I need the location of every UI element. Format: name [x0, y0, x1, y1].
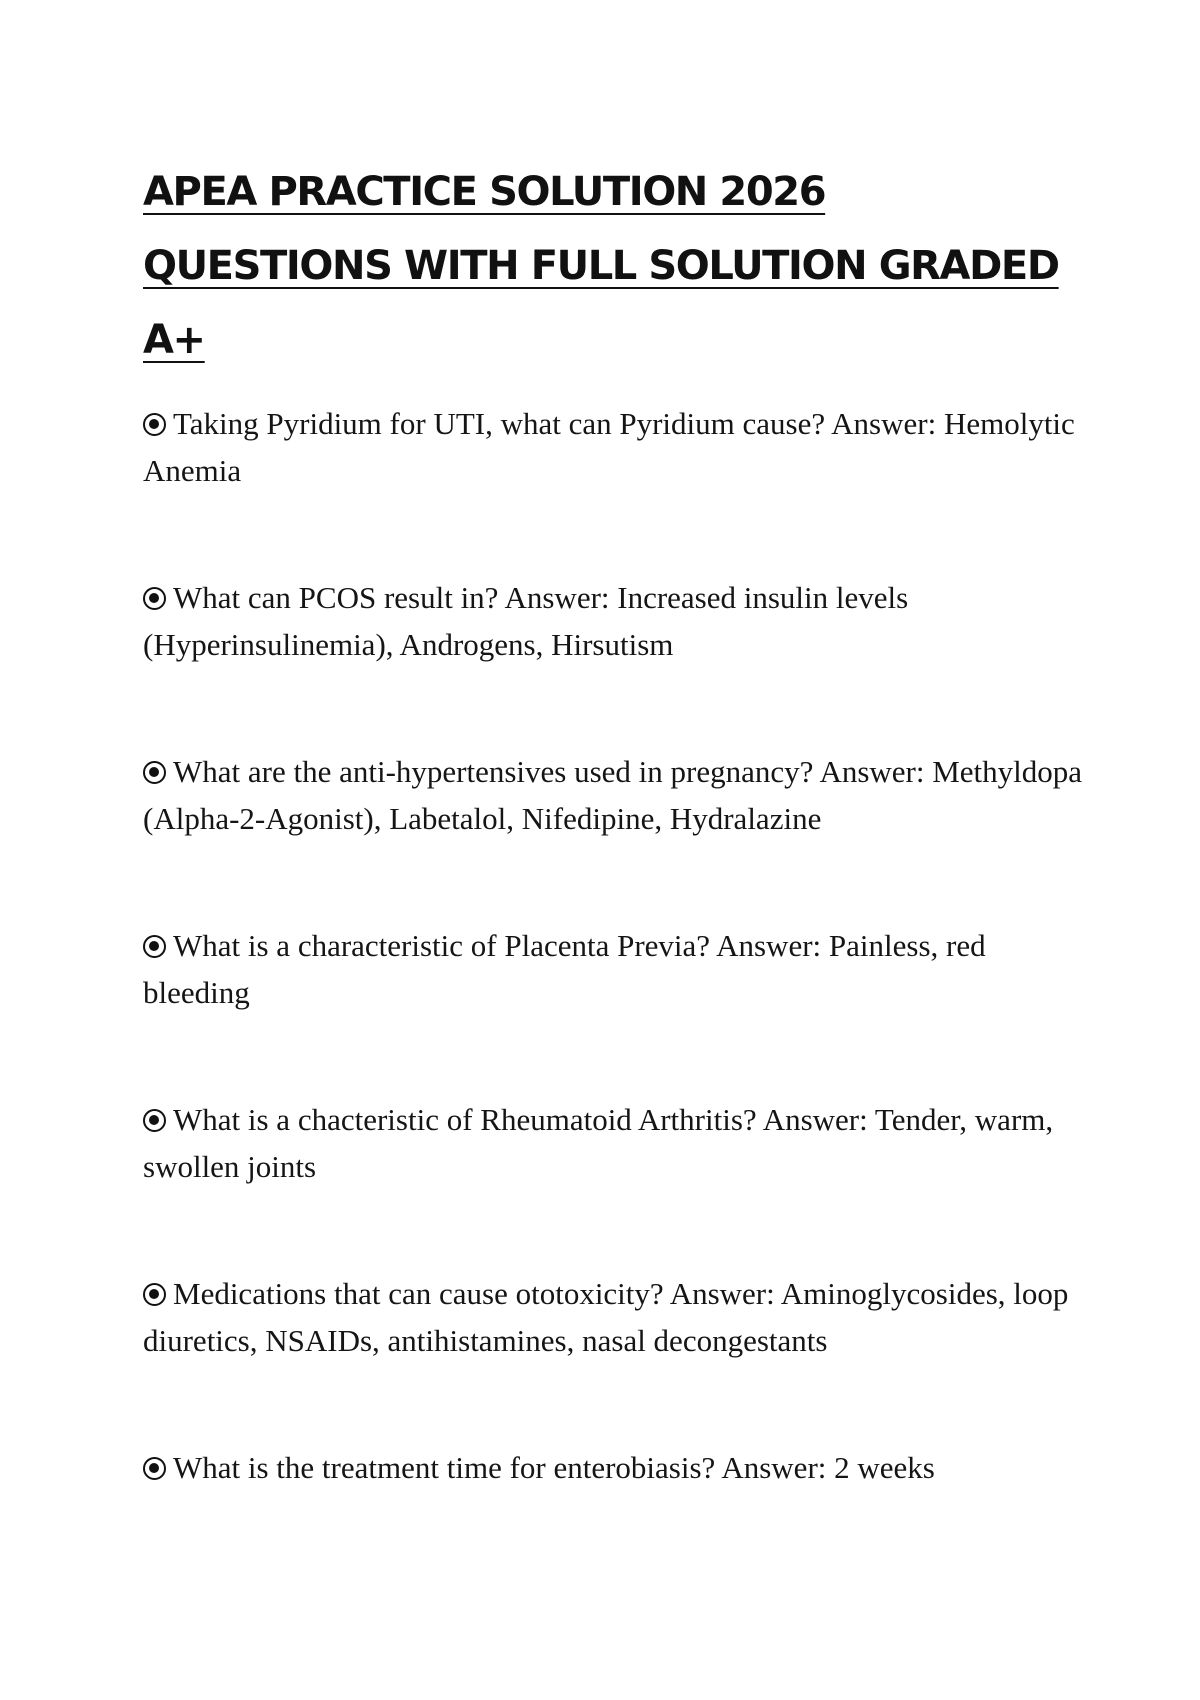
document-title: APEA PRACTICE SOLUTION 2026 QUESTIONS WITH FULL SOLUTION GRADED A+ [143, 169, 1059, 363]
bullet-icon [143, 935, 166, 958]
bullet-icon [143, 1283, 166, 1306]
qa-item [143, 922, 1093, 1016]
qa-text: What is a chacteristic of Rheumatoid Arthritis? Answer: Tender, warm, swollen joints [143, 1102, 1054, 1184]
qa-item [143, 1444, 1093, 1491]
qa-text: What is the treatment time for enterobiasis? Answer: 2 weeks [173, 1450, 935, 1485]
qa-text: What can PCOS result in? Answer: Increased insulin levels (Hyperinsulinemia), Androgens, Hirsutism [143, 580, 909, 662]
bullet-icon [143, 1457, 166, 1480]
qa-item [143, 748, 1093, 842]
bullet-icon [143, 587, 166, 610]
qa-item [143, 1096, 1093, 1190]
qa-list [143, 400, 1093, 1571]
qa-text: What is a characteristic of Placenta Previa? Answer: Painless, red bleeding [143, 928, 986, 1010]
qa-item [143, 574, 1093, 668]
bullet-icon [143, 761, 166, 784]
qa-text: What are the anti-hypertensives used in pregnancy? Answer: Methyldopa (Alpha-2-Agonist), Labetalol, Nifedipine, Hydralazine [143, 754, 1083, 836]
qa-text: Medications that can cause ototoxicity? Answer: Aminoglycosides, loop diuretics, NSAIDs, antihistamines, nasal decongestants [143, 1276, 1069, 1358]
bullet-icon [143, 1109, 166, 1132]
qa-text: Taking Pyridium for UTI, what can Pyridium cause? Answer: Hemolytic Anemia [143, 406, 1075, 488]
bullet-icon [143, 413, 166, 436]
qa-item [143, 400, 1093, 494]
qa-item [143, 1270, 1093, 1364]
